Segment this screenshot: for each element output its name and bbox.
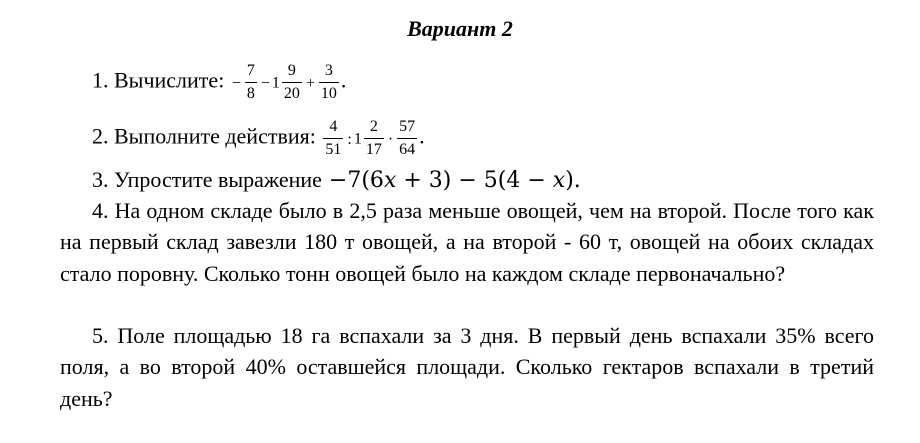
task-4: 4. На одном складе было в 2,5 раза меньше овощей, чем на второй. После того как на первый склад завезли 180 т овощей, а на второй - 60 т, овощей на обоих складах стало поровну. Сколько тонн овощей было на каждом складе первоначально?: [60, 198, 874, 286]
task-2-end: .: [419, 123, 425, 149]
expression-part: −7(6: [321, 168, 384, 193]
task-1-operator-1: −: [260, 74, 270, 92]
task-1-fraction-3: [319, 62, 339, 103]
task-1-end: .: [340, 67, 347, 93]
task-2-operator-1: :: [347, 130, 352, 148]
task-1-whole-part: 1: [271, 74, 280, 92]
task-3-expression: [322, 168, 581, 193]
task-1-sign: −: [231, 74, 241, 92]
variant-title: Вариант 2: [407, 16, 513, 41]
fraction-numerator: 2: [364, 118, 384, 139]
task-5: 5. Поле площадью 18 га вспахали за 3 дня. В первый день вспахали 35% всего поля, а во второй 40% оставшейся площади. Сколько гектаров вспахали в третий день?: [60, 323, 874, 411]
task-2: [92, 118, 425, 159]
task-1-fraction-2: [282, 62, 302, 103]
fraction-numerator: 7: [245, 62, 257, 83]
task-2-label: 2. Выполните действия:: [92, 123, 316, 149]
task-3: [92, 169, 581, 192]
fraction-numerator: 3: [319, 62, 339, 83]
task-2-operator-2: ·: [387, 130, 394, 148]
task-2-fraction-2: [364, 118, 384, 159]
expression-part: ).: [565, 168, 581, 193]
task-1: [92, 62, 346, 103]
task-1-fraction-1: [245, 62, 257, 103]
task-3-label: 3. Упростите выражение: [92, 167, 322, 192]
fraction-denominator: 10: [320, 85, 337, 102]
fraction-numerator: 4: [323, 118, 343, 139]
fraction-numerator: 57: [397, 118, 417, 139]
fraction-denominator: 8: [246, 85, 255, 102]
fraction-numerator: 9: [282, 62, 302, 83]
fraction-denominator: 51: [325, 141, 342, 158]
task-1-label: 1. Вычислите:: [92, 67, 225, 93]
fraction-denominator: 20: [283, 85, 300, 102]
fraction-denominator: 17: [365, 141, 382, 158]
expression-part: + 3) − 5(4 −: [396, 168, 553, 193]
task-2-whole-part: 1: [353, 130, 362, 148]
task-2-fraction-1: [323, 118, 343, 159]
variable-x: x: [552, 168, 566, 193]
variable-x: x: [383, 168, 397, 193]
fraction-denominator: 64: [399, 141, 416, 158]
task-2-fraction-3: [397, 118, 417, 159]
task-1-operator-2: +: [305, 74, 315, 92]
